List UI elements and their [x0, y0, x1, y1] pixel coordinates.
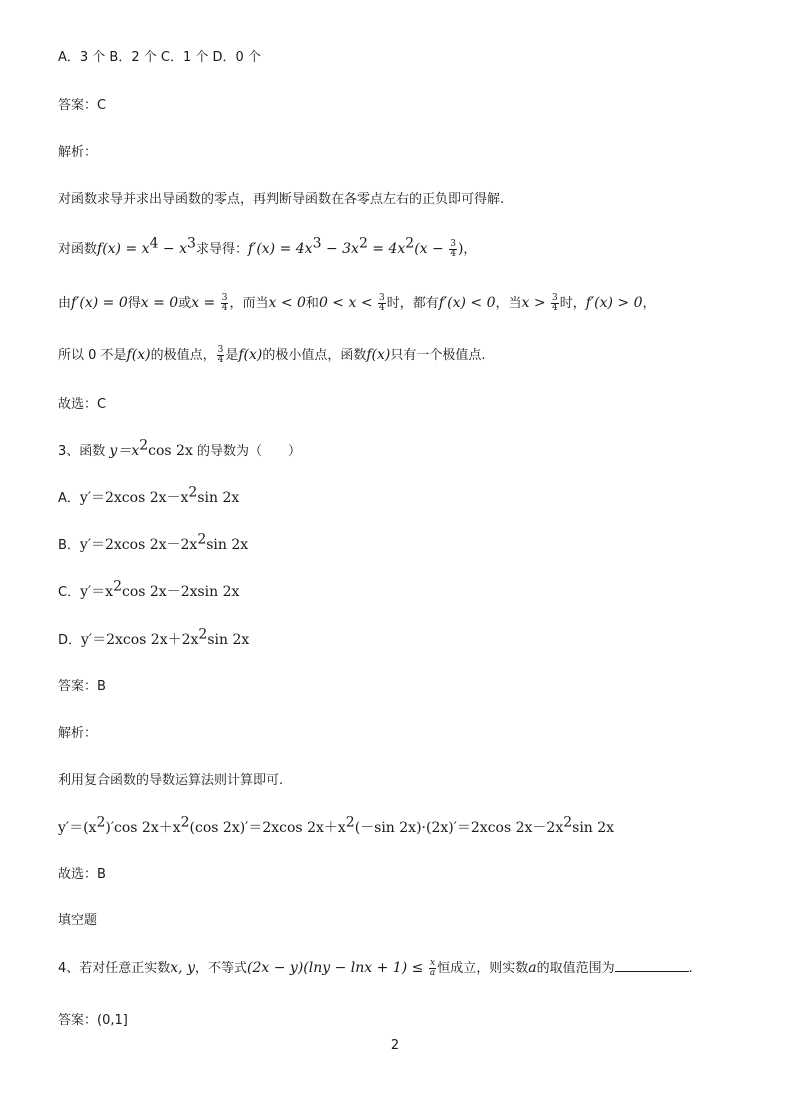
hint-q3: 利用复合函数的导数运算法则计算即可. — [58, 773, 284, 788]
zeros-line: 由f′(x) = 0得x = 0或x = $\frac{3}{4}$ ，而当x < 0和0 < x < $\frac{3}{4}$ 时，都有f′(x) < 0，当x > $\frac{3}{4}$ 时，f′(x) > 0， — [58, 293, 656, 313]
analysis-label-q3: 解析： — [58, 726, 98, 741]
answer-q3: 答案：B — [58, 679, 106, 694]
question-4-stem: 4、若对任意正实数x, y，不等式(2x − y)(lny − lnx + 1) ≤ $\frac{x}{a}$ 恒成立，则实数a的取值范围为 . — [58, 958, 693, 978]
fraction-three-quarters: $\frac{3}{4}$ — [450, 239, 456, 259]
answer-q4: 答案：(0,1] — [58, 1013, 128, 1028]
work-q3: $y'=(x^2)'\cos$ $2x+x^2(\cos$ 2x)′＝2xcos $2x+x^2(-\sin$ 2x)·(2x)′＝2xcos $2x-2x^2\sin$ 2x — [58, 814, 615, 836]
option-a[interactable]: A．y′＝2xcos $2x-x^2\sin$ 2x — [58, 484, 240, 506]
final-q3: 故选：B — [58, 867, 106, 882]
question-3-stem: 3、函数 $y=x^2\cos$ 2x 的导数为（ ） — [58, 437, 301, 459]
previous-options: A．3 个 B．2 个 C．1 个 D．0 个 — [58, 50, 261, 65]
section-heading: 填空题 — [58, 913, 98, 928]
derivation-line: 对函数$f(x) = x^4 - x^3$求导得：$f'(x) = 4x^3 - 3x^2 = 4x^2(x$ − $\frac{3}{4}$ )， — [58, 235, 477, 259]
answer-blank[interactable] — [615, 959, 689, 972]
hint-q2: 对函数求导并求出导函数的零点，再判断导函数在各零点左右的正负即可得解. — [58, 192, 505, 207]
answer-q2: 答案：C — [58, 98, 107, 113]
option-d[interactable]: D．y′＝2xcos $2x+2x^2\sin$ 2x — [58, 626, 250, 648]
conclusion-line: 所以 0 不是f(x)的极值点， $\frac{3}{4}$ 是f(x)的极小值点，函数f(x)只有一个极值点. — [58, 345, 486, 365]
page-number: 2 — [390, 1038, 400, 1053]
analysis-label-q2: 解析： — [58, 145, 98, 160]
option-b[interactable]: B．y′＝2xcos $2x-2x^2\sin$ 2x — [58, 531, 249, 553]
final-q2: 故选：C — [58, 397, 107, 412]
option-c[interactable]: C．$y'=x^2\cos$ 2x－2xsin 2x — [58, 578, 240, 600]
